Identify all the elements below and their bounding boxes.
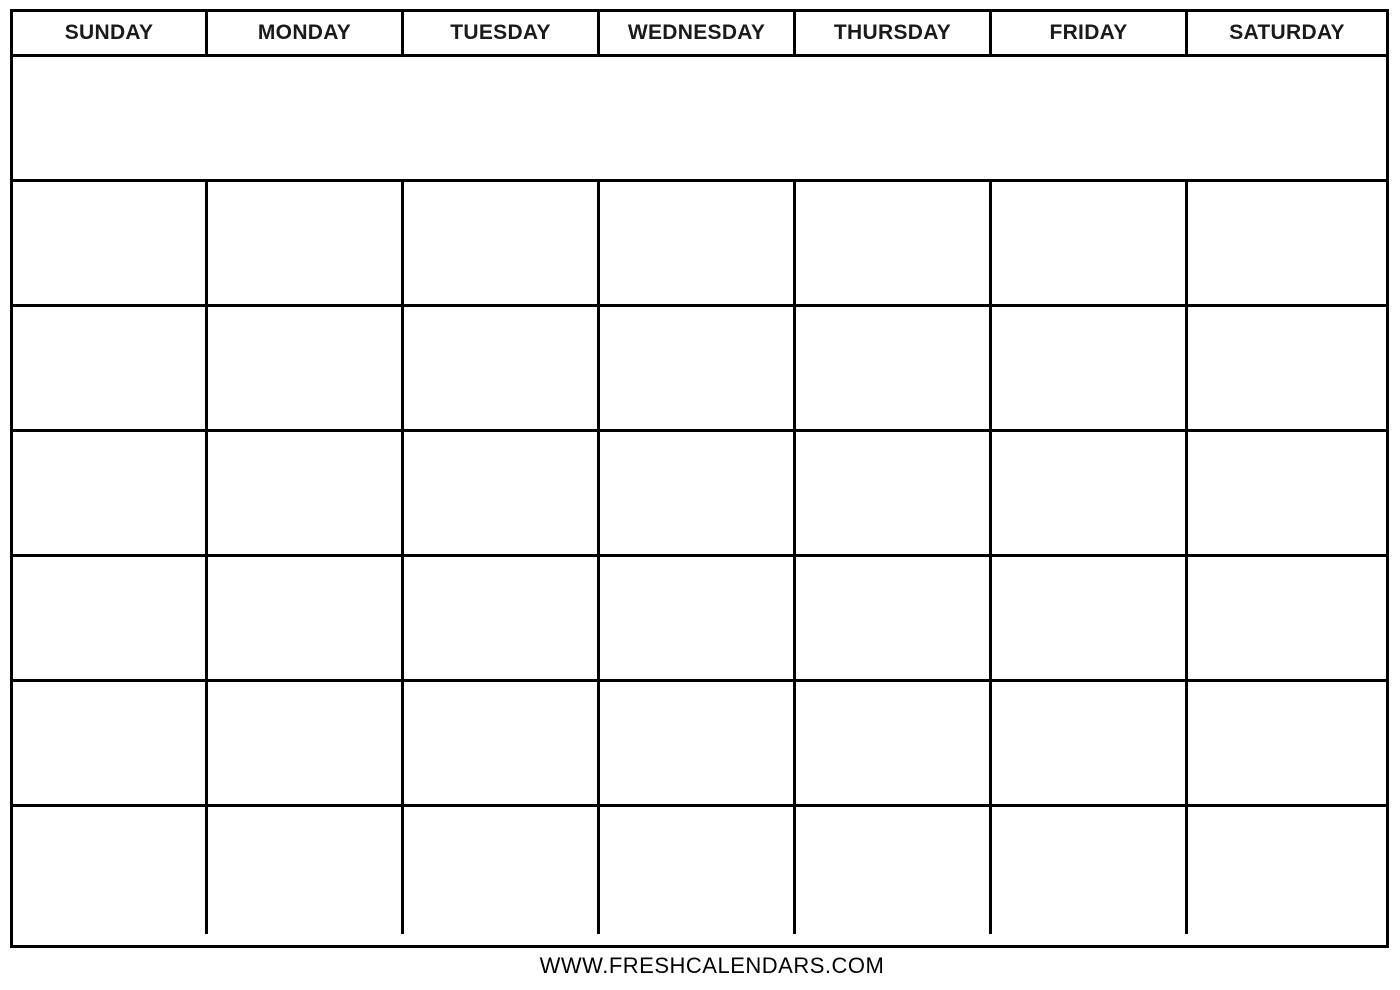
day-cell bbox=[208, 557, 404, 682]
day-cell bbox=[796, 557, 992, 682]
day-header-wednesday: WEDNESDAY bbox=[600, 12, 796, 57]
month-title-area bbox=[13, 57, 1386, 182]
day-cell bbox=[13, 807, 208, 934]
day-cell bbox=[992, 557, 1188, 682]
day-cell bbox=[796, 182, 992, 307]
day-cell bbox=[1188, 682, 1386, 807]
day-cell bbox=[992, 682, 1188, 807]
day-cell bbox=[992, 432, 1188, 557]
day-cell bbox=[208, 307, 404, 432]
day-cell bbox=[796, 807, 992, 934]
website-footer: WWW.FRESHCALENDARS.COM bbox=[539, 953, 885, 978]
day-header-tuesday: TUESDAY bbox=[404, 12, 600, 57]
day-cell bbox=[13, 682, 208, 807]
day-cell bbox=[208, 682, 404, 807]
day-cell bbox=[1188, 557, 1386, 682]
day-cell bbox=[1188, 307, 1386, 432]
day-cell bbox=[992, 807, 1188, 934]
day-cell bbox=[600, 182, 796, 307]
day-cell bbox=[208, 432, 404, 557]
day-cell bbox=[600, 557, 796, 682]
day-cell bbox=[796, 432, 992, 557]
day-cell bbox=[404, 182, 600, 307]
day-cell bbox=[796, 682, 992, 807]
day-cell bbox=[13, 307, 208, 432]
day-cell bbox=[13, 432, 208, 557]
day-cell bbox=[1188, 182, 1386, 307]
day-cell bbox=[992, 307, 1188, 432]
day-cell bbox=[1188, 432, 1386, 557]
day-header-saturday: SATURDAY bbox=[1188, 12, 1386, 57]
day-cell bbox=[208, 807, 404, 934]
day-cell bbox=[600, 432, 796, 557]
day-cell bbox=[13, 557, 208, 682]
day-cell bbox=[404, 807, 600, 934]
day-cell bbox=[208, 182, 404, 307]
day-cell bbox=[13, 182, 208, 307]
calendar-grid bbox=[10, 9, 1389, 948]
day-cell bbox=[404, 307, 600, 432]
day-header-monday: MONDAY bbox=[208, 12, 404, 57]
day-cell bbox=[796, 307, 992, 432]
day-cell bbox=[1188, 807, 1386, 934]
day-cell bbox=[600, 307, 796, 432]
day-header-thursday: THURSDAY bbox=[796, 12, 992, 57]
day-cell bbox=[404, 557, 600, 682]
day-cell bbox=[404, 682, 600, 807]
day-cell bbox=[600, 807, 796, 934]
day-header-friday: FRIDAY bbox=[992, 12, 1188, 57]
day-cell bbox=[404, 432, 600, 557]
day-cell bbox=[600, 682, 796, 807]
day-cell bbox=[992, 182, 1188, 307]
day-header-sunday: SUNDAY bbox=[13, 12, 208, 57]
